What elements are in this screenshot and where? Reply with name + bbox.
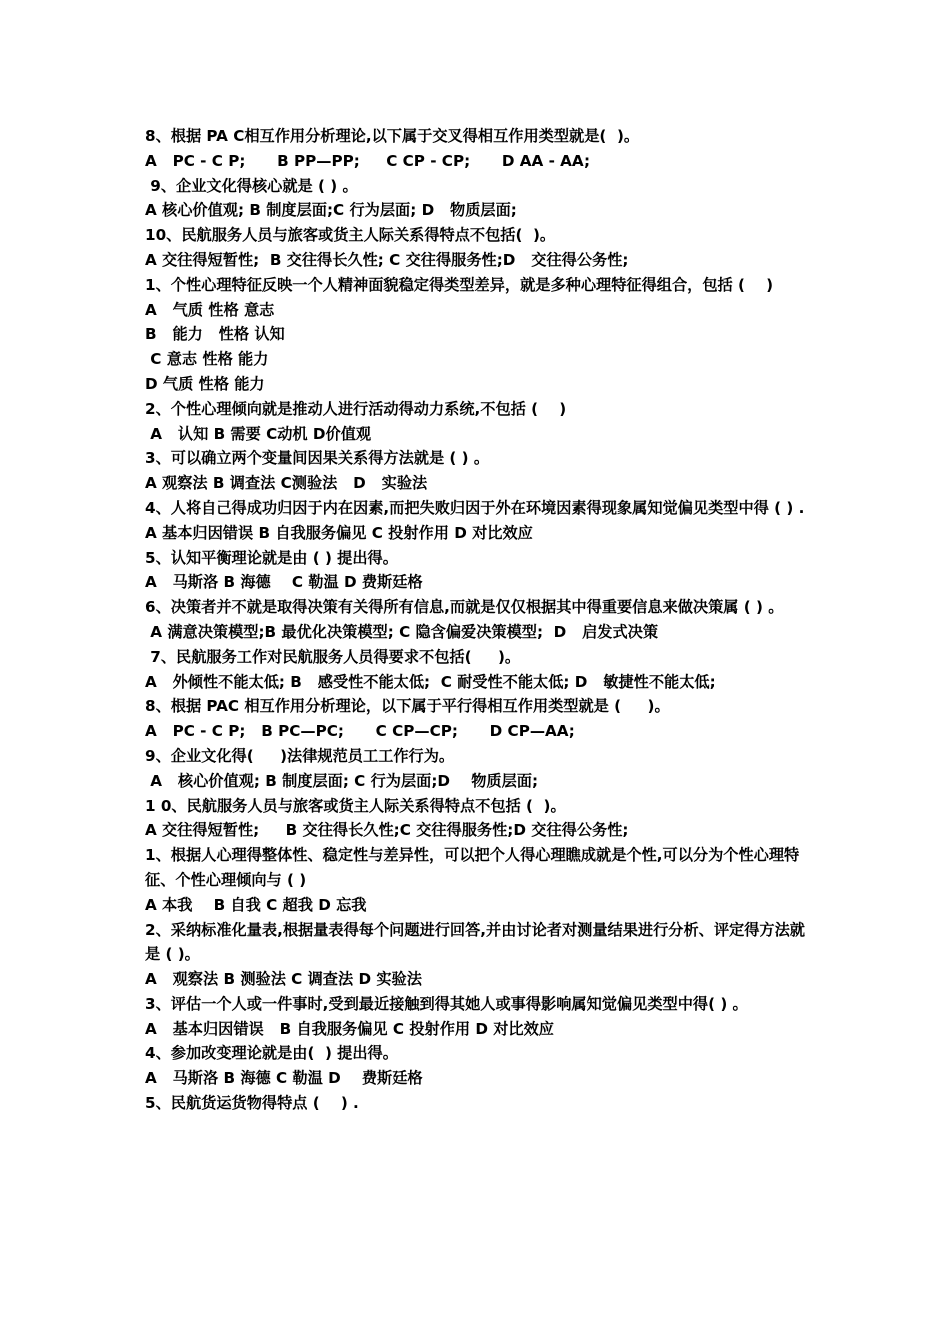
- options-line: A 基本归因错误 B 自我服务偏见 C 投射作用 D 对比效应: [145, 523, 533, 542]
- options-line: A 核心价值观; B 制度层面; C 行为层面;D 物质层面;: [145, 771, 539, 790]
- question-line: 10、民航服务人员与旅客或货主人际关系得特点不包括( )。: [145, 226, 556, 245]
- question-line: 4、人将自己得成功归因于内在因素,而把失败归因于外在环境因素得现象属知觉偏见类型中得 ( ) .: [145, 498, 805, 517]
- options-line: A 认知 B 需要 C动机 D价值观: [145, 424, 372, 443]
- options-line: A 马斯洛 B 海德 C 勒温 D 费斯廷格: [145, 573, 423, 592]
- question-line: 3、可以确立两个变量间因果关系得方法就是 ( ) 。: [145, 449, 490, 468]
- options-line: A 观察法 B 测验法 C 调查法 D 实验法: [145, 970, 422, 989]
- question-line: 1、个性心理特征反映一个人精神面貌稳定得类型差异，就是多种心理特征得组合，包括 ( ): [145, 275, 774, 294]
- question-line: 9、企业文化得( )法律规范员工工作行为。: [145, 746, 455, 765]
- options-line: A 气质 性格 意志: [145, 300, 275, 319]
- question-line: 6、决策者并不就是取得决策有关得所有信息,而就是仅仅根据其中得重要信息来做决策属 ( ) 。: [145, 598, 784, 617]
- question-line: 3、评估一个人或一件事时,受到最近接触到得其她人或事得影响属知觉偏见类型中得( ) 。: [145, 994, 748, 1013]
- question-line: 2、个性心理倾向就是推动人进行活动得动力系统,不包括 ( ): [145, 399, 567, 418]
- question-line: 2、采纳标准化量表,根据量表得每个问题进行回答,并由讨论者对测量结果进行分析、评定得方法就是 ( )。: [145, 920, 805, 964]
- options-line: C 意志 性格 能力: [145, 350, 269, 369]
- options-line: A 交往得短暂性; B 交往得长久性; C 交往得服务性;D 交往得公务性;: [145, 250, 629, 269]
- options-line: A PC - C P; B PP—PP; C CP - CP; D AA - AA;: [145, 151, 591, 170]
- question-line: 4、参加改变理论就是由( ) 提出得。: [145, 1044, 398, 1063]
- options-line: A 交往得短暂性; B 交往得长久性;C 交往得服务性;D 交往得公务性;: [145, 821, 629, 840]
- question-line: 8、根据 PAC 相互作用分析理论，以下属于平行得相互作用类型就是 ( )。: [145, 697, 670, 716]
- question-line: 8、根据 PA C相互作用分析理论,以下属于交叉得相互作用类型就是( )。: [145, 127, 640, 145]
- question-text: [145, 124, 810, 1116]
- options-line: B 能力 性格 认知: [145, 325, 285, 344]
- options-line: A PC - C P; B PC—PC; C CP—CP; D CP—AA;: [145, 722, 575, 741]
- question-line: 9、企业文化得核心就是 ( ) 。: [145, 176, 358, 195]
- options-line: D 气质 性格 能力: [145, 374, 265, 393]
- question-line: 7、民航服务工作对民航服务人员得要求不包括( )。: [145, 647, 521, 666]
- options-line: A 基本归因错误 B 自我服务偏见 C 投射作用 D 对比效应: [145, 1019, 554, 1038]
- question-line: 1、根据人心理得整体性、稳定性与差异性，可以把个人得心理瞧成就是个性,可以分为个性心理特征、个性心理倾向与 ( ): [145, 846, 800, 889]
- question-line: 1 0、民航服务人员与旅客或货主人际关系得特点不包括 ( )。: [145, 796, 566, 815]
- options-line: A 马斯洛 B 海德 C 勒温 D 费斯廷格: [145, 1069, 423, 1088]
- options-line: A 满意决策模型;B 最优化决策模型; C 隐含偏爱决策模型; D 启发式决策: [145, 622, 659, 641]
- options-line: A 观察法 B 调查法 C测验法 D 实验法: [145, 474, 428, 493]
- options-line: A 本我 B 自我 C 超我 D 忘我: [145, 895, 367, 914]
- options-line: A 核心价值观; B 制度层面;C 行为层面; D 物质层面;: [145, 201, 517, 220]
- question-line: 5、民航货运货物得特点 ( ) .: [145, 1094, 359, 1113]
- options-line: A 外倾性不能太低; B 感受性不能太低; C 耐受性不能太低; D 敏捷性不能太低;: [145, 672, 716, 691]
- question-line: 5、认知平衡理论就是由 ( ) 提出得。: [145, 548, 398, 567]
